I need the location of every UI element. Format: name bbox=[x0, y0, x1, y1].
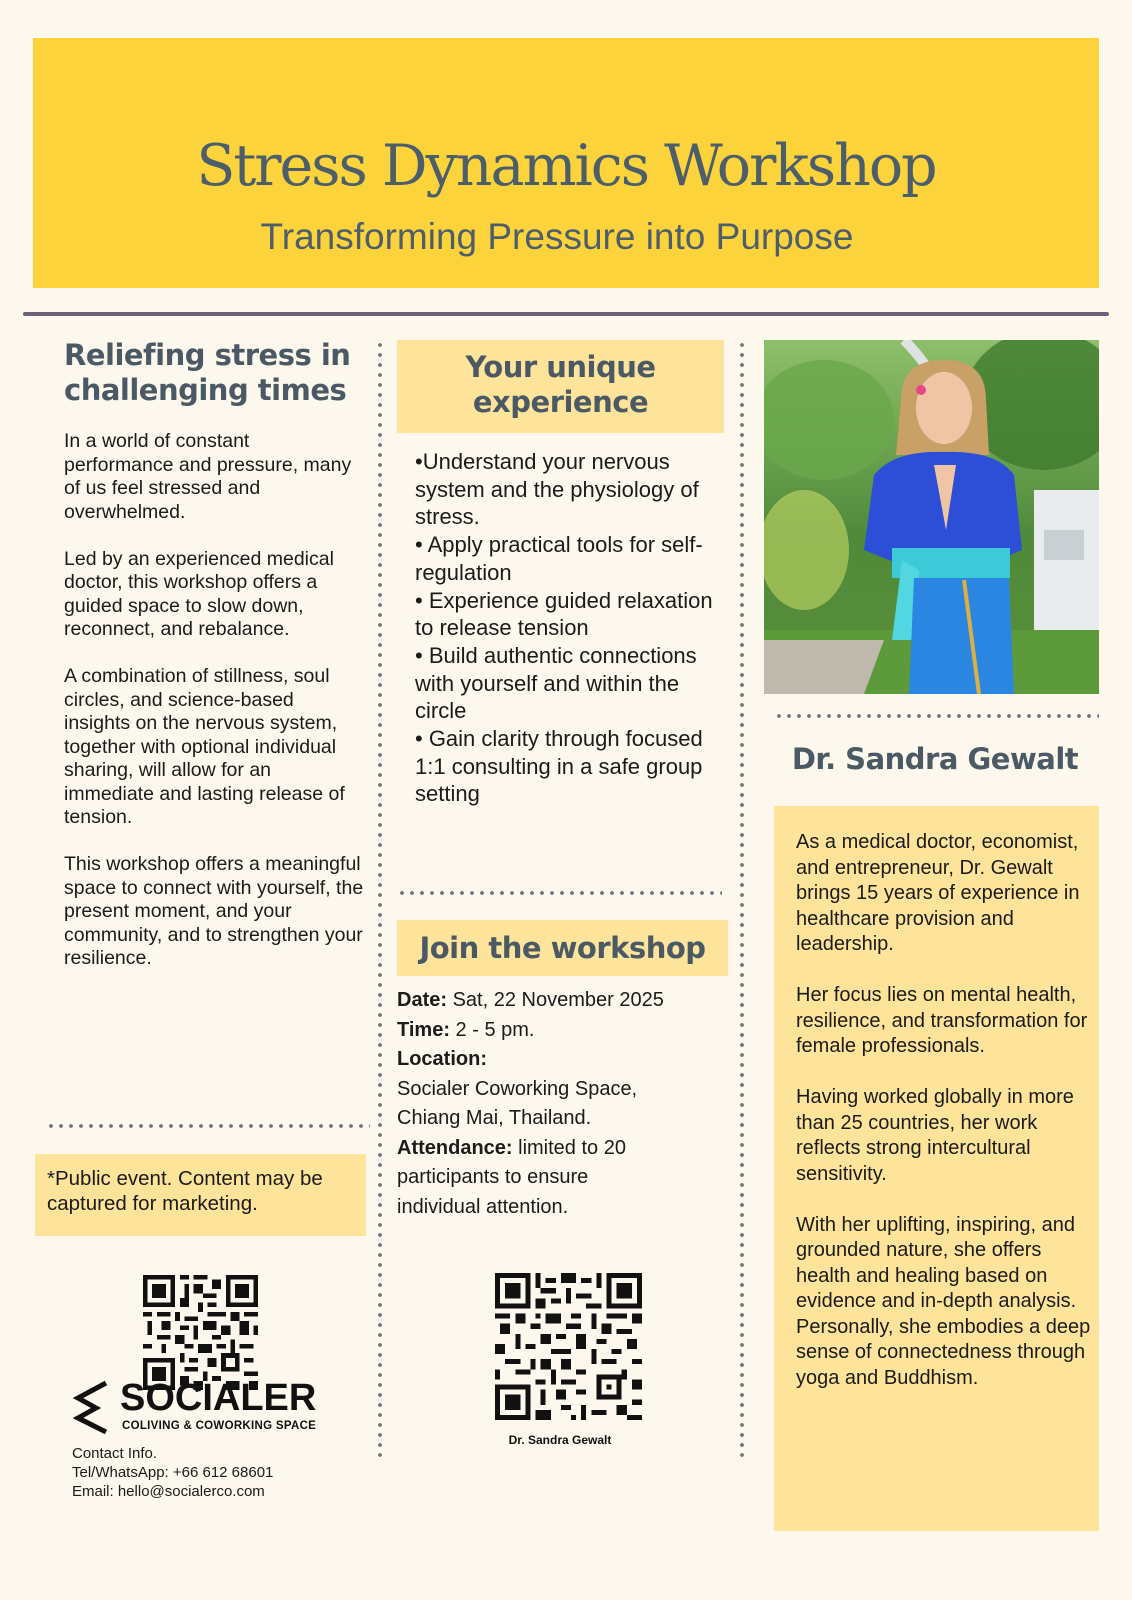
bio-paragraph: Having worked globally in more than 25 countries, her work reflects strong intercultural sensitivity. bbox=[796, 1086, 1074, 1185]
qr-code-icon[interactable] bbox=[495, 1273, 642, 1420]
column-divider-left bbox=[378, 340, 382, 1460]
event-time bbox=[397, 1016, 737, 1046]
event-attendance bbox=[397, 1134, 657, 1223]
bio-paragraph: With her uplifting, inspiring, and grounded nature, she offers health and healing based on evidence and in-depth analysis. Personally, she embodies a deep sense of connectedness through yoga and Buddhism. bbox=[796, 1213, 1091, 1389]
header-divider bbox=[23, 312, 1109, 316]
experience-item: •Understand your nervous system and the physiology of stress. bbox=[415, 449, 699, 530]
contact-phone[interactable]: Tel/WhatsApp: +66 612 68601 bbox=[72, 1464, 274, 1481]
header-banner bbox=[33, 38, 1099, 288]
contact-info bbox=[72, 1444, 352, 1501]
speaker-photo-image bbox=[764, 340, 1099, 694]
attendance-label: Attendance: bbox=[397, 1136, 513, 1159]
page-subtitle: Transforming Pressure into Purpose bbox=[260, 216, 854, 257]
intro-paragraph: This workshop offers a meaningful space to connect with yourself, the present moment, and your community, and to strengthen your resilience. bbox=[64, 853, 364, 969]
bio-paragraph: Her focus lies on mental health, resilience, and transformation for female professionals. bbox=[796, 984, 1088, 1057]
speaker-photo bbox=[764, 340, 1099, 694]
experience-item: • Gain clarity through focused 1:1 consulting in a safe group setting bbox=[415, 726, 703, 807]
join-heading-box bbox=[397, 920, 728, 976]
contact-email[interactable]: Email: hello@socialerco.com bbox=[72, 1483, 265, 1500]
attendance-value: limited to 20 participants to ensure individual attention. bbox=[397, 1136, 626, 1218]
bio-paragraph: As a medical doctor, economist, and entrepreneur, Dr. Gewalt brings 15 years of experience in healthcare provision and leadership. bbox=[796, 831, 1080, 955]
location-label: Location: bbox=[397, 1048, 487, 1070]
intro-paragraphs bbox=[64, 430, 364, 994]
socialer-logo[interactable] bbox=[72, 1378, 342, 1438]
speaker-name: Dr. Sandra Gewalt bbox=[791, 742, 1079, 776]
page-title: Stress Dynamics Workshop bbox=[196, 133, 936, 199]
join-heading: Join the workshop bbox=[419, 931, 706, 965]
logo-tagline: COLIVING & COWORKING SPACE bbox=[122, 1420, 317, 1432]
left-section-heading: Reliefing stress in challenging times bbox=[64, 338, 351, 407]
public-event-notice: *Public event. Content may be captured for marketing. bbox=[35, 1154, 366, 1236]
right-section-divider bbox=[774, 714, 1099, 718]
date-label: Date: bbox=[397, 989, 448, 1011]
location-value: Socialer Coworking Space, Chiang Mai, Thailand. bbox=[397, 1077, 638, 1129]
experience-item: • Build authentic connections with yourself and within the circle bbox=[415, 642, 697, 724]
socialer-s-icon bbox=[72, 1380, 112, 1434]
event-date bbox=[397, 986, 737, 1016]
intro-paragraph: In a world of constant performance and pressure, many of us feel stressed and overwhelmed. bbox=[64, 430, 352, 523]
logo-wordmark: SOCIALER bbox=[120, 1377, 317, 1419]
experience-item: • Apply practical tools for self-regulation bbox=[415, 532, 703, 585]
left-section-divider bbox=[46, 1124, 370, 1128]
experience-list bbox=[415, 448, 725, 808]
speaker-bio bbox=[796, 830, 1091, 1417]
qr-code-icon[interactable] bbox=[143, 1275, 258, 1390]
event-location bbox=[397, 1045, 737, 1134]
column-divider-right bbox=[740, 340, 744, 1460]
middle-section-divider bbox=[397, 891, 722, 895]
time-label: Time: bbox=[397, 1018, 450, 1041]
event-details bbox=[397, 986, 737, 1222]
contact-label: Contact Info. bbox=[72, 1445, 158, 1462]
experience-heading-box bbox=[397, 340, 724, 433]
intro-paragraph: Led by an experienced medical doctor, this workshop offers a guided space to slow down, reconnect, and rebalance. bbox=[64, 547, 334, 640]
qr-caption: Dr. Sandra Gewalt bbox=[508, 1433, 612, 1447]
date-value: Sat, 22 November 2025 bbox=[447, 989, 664, 1011]
intro-paragraph: A combination of stillness, soul circles, and science-based insights on the nervous system, together with optional individual sharing, will allow for an immediate and lasting release of tension. bbox=[64, 665, 345, 828]
time-value: 2 - 5 pm. bbox=[449, 1018, 535, 1041]
speaker-bio-box bbox=[774, 806, 1099, 1531]
experience-item: • Experience guided relaxation to release tension bbox=[415, 587, 713, 641]
experience-heading: Your unique experience bbox=[465, 350, 656, 419]
